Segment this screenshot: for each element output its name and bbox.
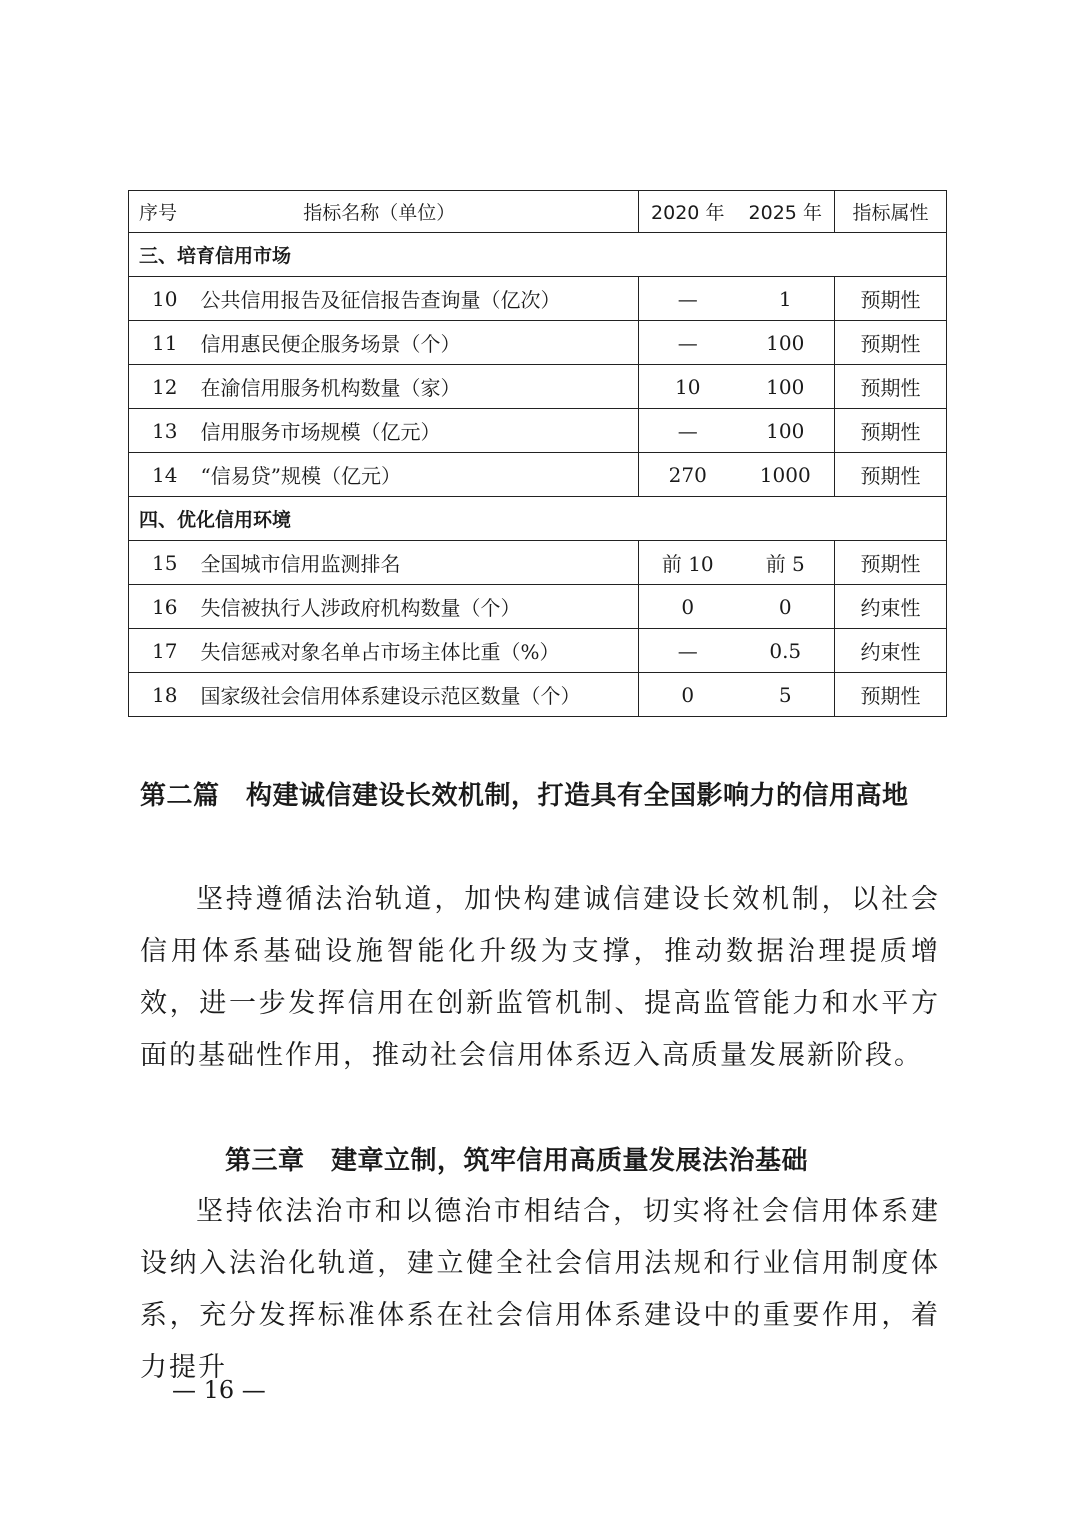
- cell-attribute: 预期性: [835, 409, 947, 453]
- page-number: — 16 —: [172, 1376, 266, 1404]
- cell-2020: —: [639, 321, 737, 365]
- cell-index: 10: [129, 277, 201, 321]
- cell-name: 失信被执行人涉政府机构数量（个）: [201, 585, 639, 629]
- cell-index: 13: [129, 409, 201, 453]
- header-index: 序号: [129, 191, 201, 233]
- cell-attribute: 约束性: [835, 585, 947, 629]
- table-row: [129, 629, 947, 673]
- header-attribute: 指标属性: [835, 191, 947, 233]
- cell-name: 公共信用报告及征信报告查询量（亿次）: [201, 277, 639, 321]
- cell-name: 失信惩戒对象名单占市场主体比重（%）: [201, 629, 639, 673]
- cell-name: 信用服务市场规模（亿元）: [201, 409, 639, 453]
- cell-index: 14: [129, 453, 201, 497]
- cell-name: 全国城市信用监测排名: [201, 541, 639, 585]
- header-2020: 2020 年: [639, 191, 737, 233]
- cell-2025: 前 5: [737, 541, 835, 585]
- cell-index: 12: [129, 365, 201, 409]
- cell-attribute: 预期性: [835, 321, 947, 365]
- cell-2025: 100: [737, 365, 835, 409]
- cell-2020: 前 10: [639, 541, 737, 585]
- cell-2025: 1: [737, 277, 835, 321]
- cell-name: 信用惠民便企服务场景（个）: [201, 321, 639, 365]
- cell-index: 16: [129, 585, 201, 629]
- chapter-title: 第三章 建章立制，筑牢信用高质量发展法治基础: [225, 1146, 809, 1176]
- chapter-paragraph: 坚持依法治市和以德治市相结合，切实将社会信用体系建设纳入法治化轨道，建立健全社会信用法规和行业信用制度体系，充分发挥标准体系在社会信用体系建设中的重要作用，着力提升: [140, 1196, 940, 1383]
- cell-name: 在渝信用服务机构数量（家）: [201, 365, 639, 409]
- cell-index: 17: [129, 629, 201, 673]
- cell-attribute: 预期性: [835, 541, 947, 585]
- cell-2025: 0: [737, 585, 835, 629]
- cell-index: 15: [129, 541, 201, 585]
- cell-name: 国家级社会信用体系建设示范区数量（个）: [201, 673, 639, 717]
- cell-index: 18: [129, 673, 201, 717]
- cell-attribute: 预期性: [835, 277, 947, 321]
- cell-2025: 5: [737, 673, 835, 717]
- cell-2020: 0: [639, 673, 737, 717]
- table-section-row: [129, 233, 947, 277]
- table-row: [129, 365, 947, 409]
- cell-2025: 100: [737, 321, 835, 365]
- cell-2025: 100: [737, 409, 835, 453]
- cell-attribute: 约束性: [835, 629, 947, 673]
- indicator-table: [128, 190, 947, 717]
- table-header-row: [129, 191, 947, 233]
- section-title: 四、优化信用环境: [129, 497, 947, 541]
- table-row: [129, 321, 947, 365]
- table-row: [129, 409, 947, 453]
- cell-attribute: 预期性: [835, 673, 947, 717]
- cell-2020: 270: [639, 453, 737, 497]
- part-title: 第二篇 构建诚信建设长效机制，打造具有全国影响力的信用高地: [140, 781, 909, 811]
- cell-2025: 1000: [737, 453, 835, 497]
- cell-attribute: 预期性: [835, 453, 947, 497]
- cell-2020: —: [639, 629, 737, 673]
- header-2025: 2025 年: [737, 191, 835, 233]
- header-name: 指标名称（单位）: [201, 191, 639, 233]
- table-row: [129, 541, 947, 585]
- part-paragraph: 坚持遵循法治轨道，加快构建诚信建设长效机制，以社会信用体系基础设施智能化升级为支撑，推动数据治理提质增效，进一步发挥信用在创新监管机制、提高监管能力和水平方面的基础性作用，推动社会信用体系迈入高质量发展新阶段。: [140, 884, 940, 1071]
- cell-name: “信易贷”规模（亿元）: [201, 453, 639, 497]
- table-row: [129, 585, 947, 629]
- table-row: [129, 277, 947, 321]
- table-section-row: [129, 497, 947, 541]
- cell-2020: 0: [639, 585, 737, 629]
- cell-attribute: 预期性: [835, 365, 947, 409]
- cell-2020: —: [639, 409, 737, 453]
- cell-index: 11: [129, 321, 201, 365]
- cell-2025: 0.5: [737, 629, 835, 673]
- cell-2020: —: [639, 277, 737, 321]
- table-row: [129, 453, 947, 497]
- cell-2020: 10: [639, 365, 737, 409]
- section-title: 三、培育信用市场: [129, 233, 947, 277]
- table-row: [129, 673, 947, 717]
